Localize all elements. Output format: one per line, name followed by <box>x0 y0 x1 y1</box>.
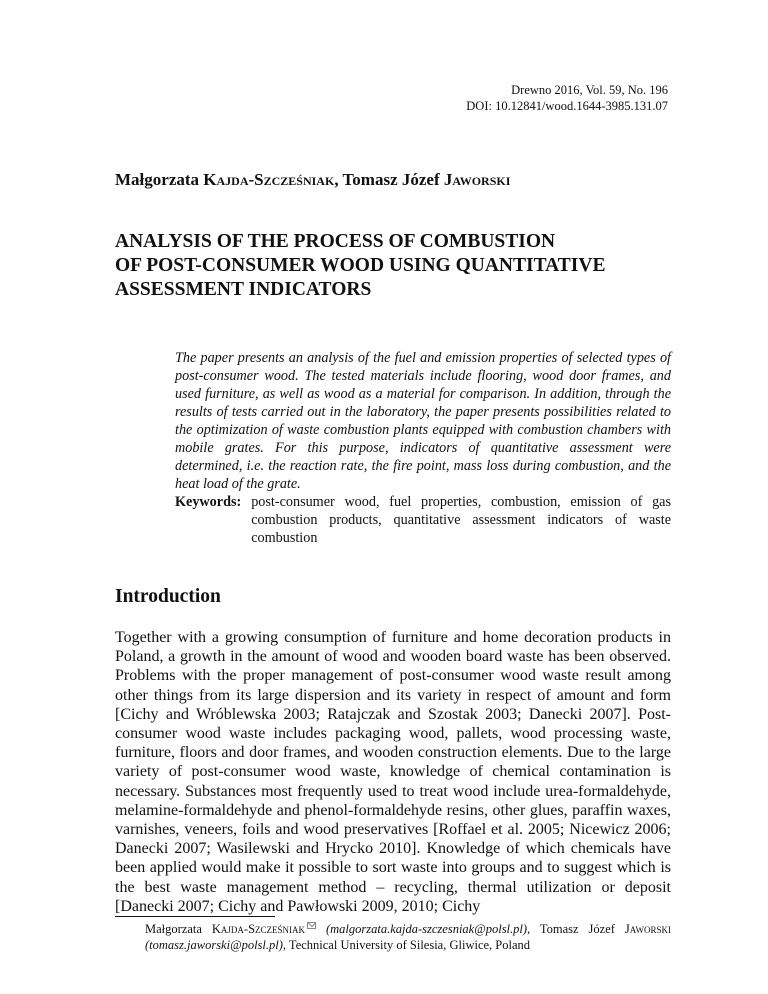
footnote-author1-last: Kajda-Szcześniak <box>211 922 306 936</box>
doi: DOI: 10.12841/wood.1644-3985.131.07 <box>466 99 668 113</box>
author2-last-name: Jaworski <box>443 170 511 189</box>
footnote-email1: (malgorzata.kajda-szczesniak@polsl.pl) <box>325 922 528 936</box>
author-footnote <box>145 921 671 953</box>
footnote-affiliation: , Technical University of Silesia, Gliwice, Poland <box>282 938 531 952</box>
author2-first-name: Tomasz Józef <box>342 170 444 189</box>
author-separator: , <box>334 170 343 189</box>
paper-title <box>115 230 675 302</box>
footnote-author2-first: , Tomasz Józef <box>527 922 625 936</box>
footnote-email2: (tomasz.jaworski@polsl.pl) <box>145 938 283 952</box>
section-heading-introduction: Introduction <box>115 586 221 607</box>
envelope-icon <box>307 922 316 929</box>
author1-last-name: Kajda-Szcześniak <box>203 170 335 189</box>
footnote-author1-first: Małgorzata <box>145 922 212 936</box>
title-line-3: ASSESSMENT INDICATORS <box>115 279 372 300</box>
title-line-2: OF POST-CONSUMER WOOD USING QUANTITATIVE <box>115 255 606 276</box>
keywords-text: post-consumer wood, fuel properties, combustion, emission of gas combustion products, quantitative assessment indicators of waste combustion <box>251 494 671 546</box>
title-line-1: ANALYSIS OF THE PROCESS OF COMBUSTION <box>115 231 556 252</box>
abstract: The paper presents an analysis of the fuel and emission properties of selected types of post-consumer wood. The tested materials include flooring, wood door frames, and used furniture, as well as wood as a material for comparison. In addition, through the results of tests carried out in the laboratory, the paper presents possibilities related to the optimization of waste combustion plants equipped with combustion chambers with mobile grates. For this purpose, indicators of quantitative assessment were determined, i.e. the reaction rate, the fire point, mass loss during combustion, and the heat load of the grate. <box>175 350 671 492</box>
journal-header <box>466 82 668 114</box>
author-list <box>115 170 510 190</box>
author1-first-name: Małgorzata <box>115 170 204 189</box>
keywords-label: Keywords: <box>175 494 242 510</box>
keywords <box>175 493 671 547</box>
footnote-author2-last: Jaworski <box>624 922 672 936</box>
footnote-rule <box>115 916 275 917</box>
introduction-paragraph: Together with a growing consumption of furniture and home decoration products in Poland, a growth in the amount of wood and wooden board waste has been observed. Problems with the proper management of post-consumer wood waste result among other things from its large dispersion and its variety in respect of amount and form [Cichy and Wróblewska 2003; Ratajczak and Szostak 2003; Danecki 2007]. Post-consumer wood waste includes packaging wood, pallets, wood processing waste, furniture, floors and door frames, and wooden construction elements. Due to the large variety of post-consumer wood waste, knowledge of chemical contamination is necessary. Substances most frequently used to treat wood include urea-formaldehyde, melamine-formaldehyde and phenol-formaldehyde resins, other glues, paraffin waxes, varnishes, veneers, foils and wood preservatives [Roffael et al. 2005; Nicewicz 2006; Danecki 2007; Wasilewski and Hrycko 2010]. Knowledge of which chemicals have been applied would make it possible to sort waste into groups and to suggest which is the best waste management method – recycling, thermal utilization or deposit [Danecki 2007; Cichy and Pawłowski 2009, 2010; Cichy <box>115 629 671 915</box>
journal-citation: Drewno 2016, Vol. 59, No. 196 <box>511 83 668 97</box>
